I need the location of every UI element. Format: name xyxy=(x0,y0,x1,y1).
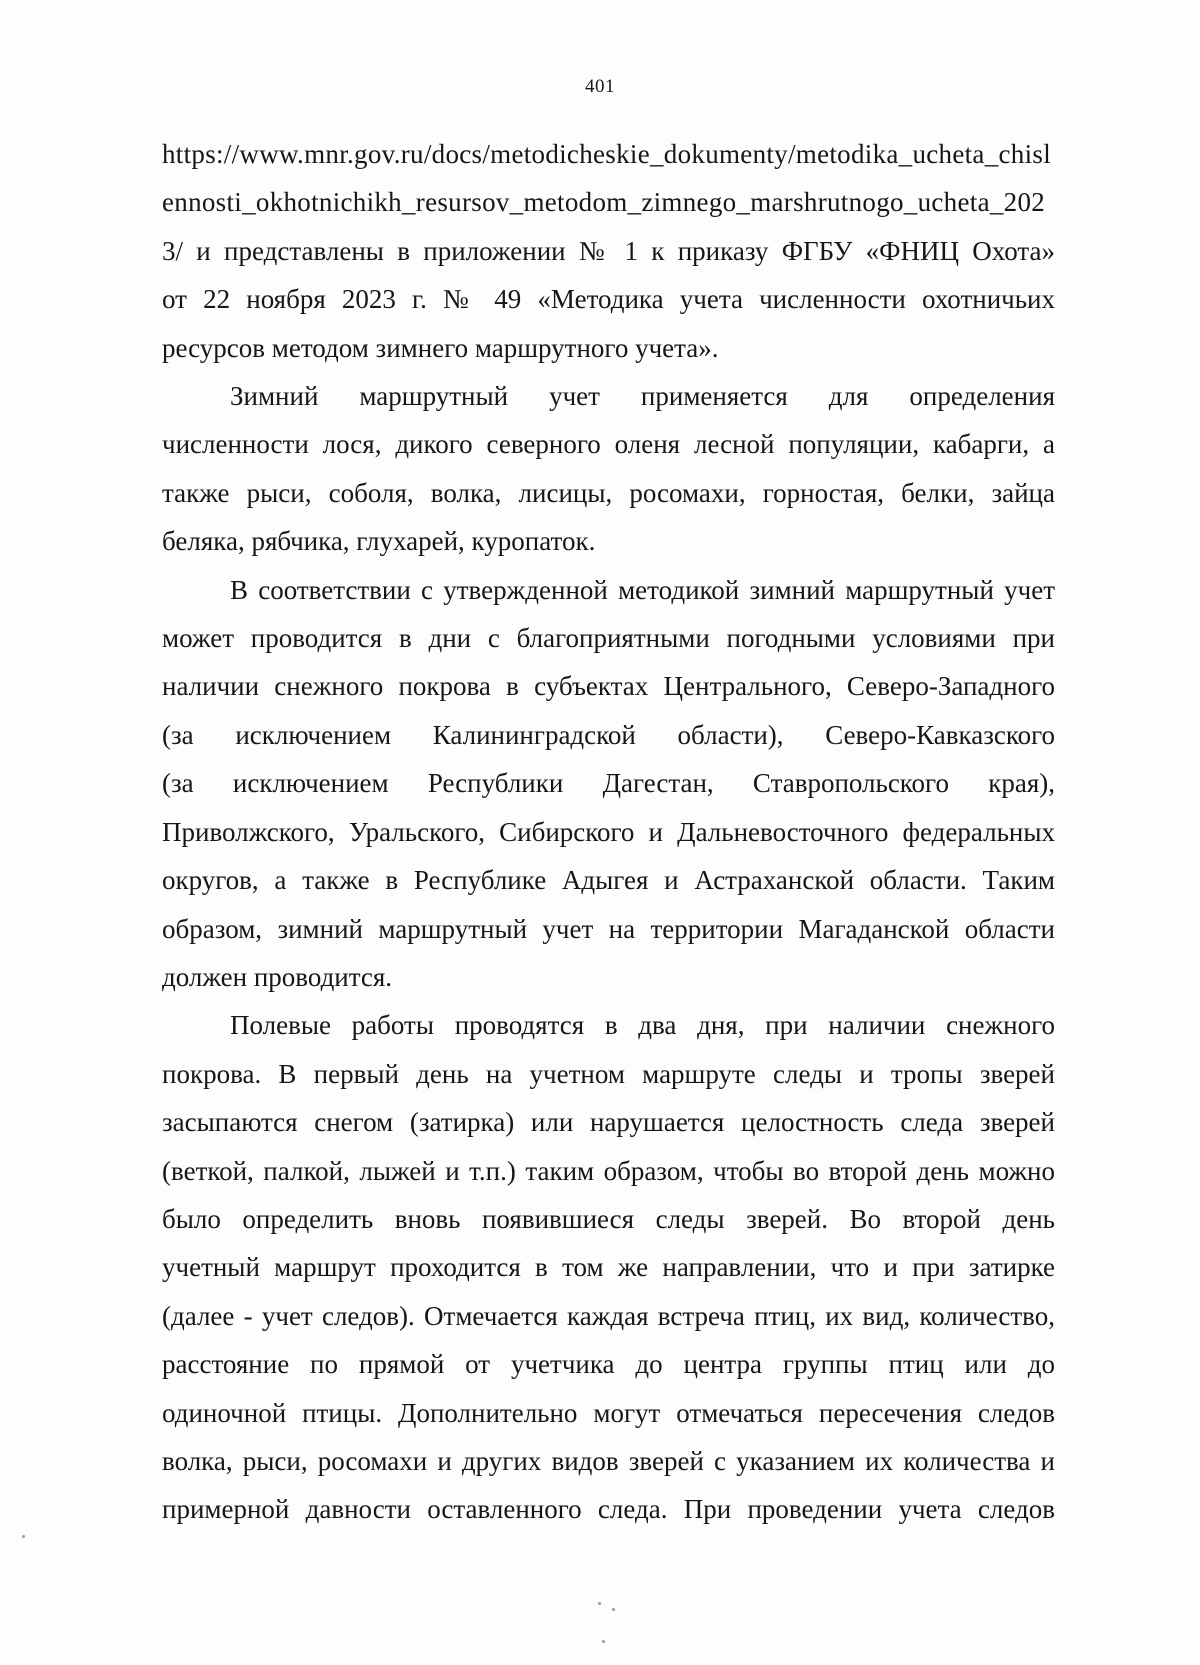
paragraph-1 xyxy=(162,130,1055,372)
text-line: было определить вновь появившиеся следы зверей. Во второй день xyxy=(162,1203,1055,1234)
text-line: (веткой, палкой, лыжей и т.п.) таким образом, чтобы во второй день можно xyxy=(162,1155,1055,1186)
scan-speck xyxy=(598,1602,601,1605)
text-line: (за исключением Калининградской области), Северо-Кавказского xyxy=(162,719,1055,750)
scan-speck xyxy=(602,1640,605,1643)
page-number: 401 xyxy=(585,76,615,97)
text-line: Зимний маршрутный учет применяется для определения xyxy=(230,381,1055,412)
text-line: расстояние по прямой от учетчика до центра группы птиц или до xyxy=(162,1349,1055,1380)
text-line: может проводится в дни с благоприятными погодными условиями при xyxy=(162,623,1055,654)
paragraph-4 xyxy=(162,1001,1055,1533)
text-line: Полевые работы проводятся в два дня, при наличии снежного xyxy=(230,1010,1055,1041)
text-line: засыпаются снегом (затирка) или нарушается целостность следа зверей xyxy=(162,1107,1055,1138)
text-line: примерной давности оставленного следа. При проведении учета следов xyxy=(162,1494,1055,1525)
text-line: одиночной птицы. Дополнительно могут отмечаться пересечения следов xyxy=(162,1397,1055,1428)
text-line: (за исключением Республики Дагестан, Ставропольского края), xyxy=(162,768,1055,799)
text-line: ennosti_okhotnichikh_resursov_metodom_zimnego_marshrutnogo_ucheta_202 xyxy=(162,187,1046,218)
text-line: численности лося, дикого северного оленя лесной популяции, кабарги, а xyxy=(162,429,1055,460)
text-line: https://www.mnr.gov.ru/docs/metodicheskie_dokumenty/metodika_ucheta_chisl xyxy=(162,139,1051,169)
text-line: от 22 ноября 2023 г. № 49 «Методика учета численности охотничьих xyxy=(162,284,1055,315)
text-line: также рыси, соболя, волка, лисицы, росомахи, горностая, белки, зайца xyxy=(162,477,1055,508)
paragraph-2 xyxy=(162,372,1055,566)
text-line: 3/ и представлены в приложении № 1 к приказу ФГБУ «ФНИЦ Охота» xyxy=(162,235,1055,266)
text-line: беляка, рябчика, глухарей, куропаток. xyxy=(162,526,596,557)
text-line: В соответствии с утвержденной методикой зимний маршрутный учет xyxy=(230,574,1055,605)
body-text xyxy=(162,130,1055,1534)
text-line: волка, рыси, росомахи и других видов зверей с указанием их количества и xyxy=(162,1445,1055,1476)
text-line: учетный маршрут проходится в том же направлении, что и при затирке xyxy=(162,1252,1055,1283)
paragraph-3 xyxy=(162,566,1055,1002)
text-line: покрова. В первый день на учетном маршруте следы и тропы зверей xyxy=(162,1058,1055,1089)
text-line: Приволжского, Уральского, Сибирского и Дальневосточного федеральных xyxy=(162,816,1055,847)
text-line: округов, а также в Республике Адыгея и Астраханской области. Таким xyxy=(162,865,1055,896)
text-line: образом, зимний маршрутный учет на территории Магаданской области xyxy=(162,913,1055,944)
text-line: ресурсов методом зимнего маршрутного учета». xyxy=(162,332,719,363)
text-line: (далее - учет следов). Отмечается каждая встреча птиц, их вид, количество, xyxy=(162,1300,1055,1331)
scan-speck xyxy=(22,1535,25,1538)
text-line: должен проводится. xyxy=(162,961,393,992)
scan-speck xyxy=(612,1608,615,1611)
text-line: наличии снежного покрова в субъектах Центрального, Северо-Западного xyxy=(162,671,1055,702)
